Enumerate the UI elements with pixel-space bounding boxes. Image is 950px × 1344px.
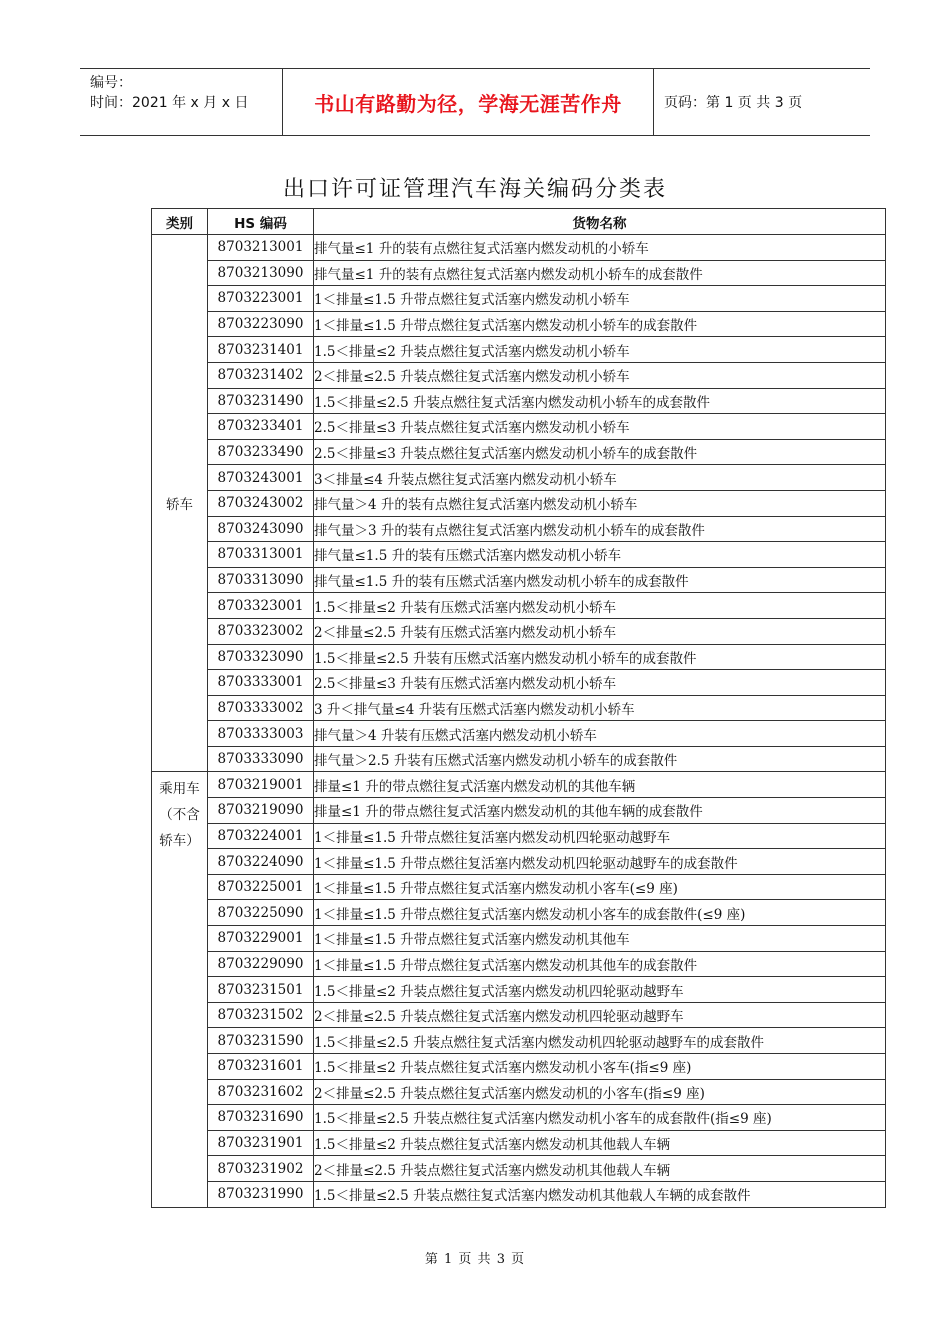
table-row bbox=[152, 823, 886, 849]
table-row bbox=[152, 260, 886, 286]
goods-name-cell: 2＜排量≤2.5 升装有压燃式活塞内燃发动机小轿车 bbox=[314, 618, 886, 644]
category-cell: 轿车 bbox=[152, 235, 208, 772]
hs-code-cell: 8703243090 bbox=[208, 516, 314, 542]
goods-name-cell: 排气量＞2.5 升装有压燃式活塞内燃发动机小轿车的成套散件 bbox=[314, 746, 886, 772]
table-row bbox=[152, 695, 886, 721]
goods-name-cell: 2＜排量≤2.5 升装点燃往复式活塞内燃发动机其他载人车辆 bbox=[314, 1156, 886, 1182]
table-header-row bbox=[152, 209, 886, 235]
table-row bbox=[152, 644, 886, 670]
goods-name-cell: 排量≤1 升的带点燃往复式活塞内燃发动机的其他车辆 bbox=[314, 772, 886, 798]
hs-code-cell: 8703223001 bbox=[208, 286, 314, 312]
page-header bbox=[80, 68, 870, 136]
doc-number-label: 编号： bbox=[90, 75, 132, 91]
hs-code-cell: 8703231401 bbox=[208, 337, 314, 363]
table-row bbox=[152, 1105, 886, 1131]
table-row bbox=[152, 772, 886, 798]
goods-name-cell: 1＜排量≤1.5 升带点燃往复活塞内燃发动机四轮驱动越野车的成套散件 bbox=[314, 849, 886, 875]
page-footer: 第 1 页 共 3 页 bbox=[424, 1252, 526, 1267]
table-row bbox=[152, 567, 886, 593]
goods-name-cell: 1.5＜排量≤2.5 升装有压燃式活塞内燃发动机小轿车的成套散件 bbox=[314, 644, 886, 670]
column-header-goods-name: 货物名称 bbox=[314, 209, 886, 235]
table-row bbox=[152, 926, 886, 952]
goods-name-cell: 1.5＜排量≤2 升装点燃往复式活塞内燃发动机四轮驱动越野车 bbox=[314, 977, 886, 1003]
table-row bbox=[152, 490, 886, 516]
goods-name-cell: 1＜排量≤1.5 升带点燃往复式活塞内燃发动机小客车的成套散件(≤9 座) bbox=[314, 900, 886, 926]
document-title: 出口许可证管理汽车海关编码分类表 bbox=[282, 177, 667, 202]
hs-code-cell: 8703229090 bbox=[208, 951, 314, 977]
table-row bbox=[152, 439, 886, 465]
goods-name-cell: 排气量＞4 升装有压燃式活塞内燃发动机小轿车 bbox=[314, 721, 886, 747]
table-row bbox=[152, 849, 886, 875]
table-row bbox=[152, 874, 886, 900]
goods-name-cell: 排量≤1 升的带点燃往复式活塞内燃发动机的其他车辆的成套散件 bbox=[314, 798, 886, 824]
goods-name-cell: 1＜排量≤1.5 升带点燃往复式活塞内燃发动机小轿车的成套散件 bbox=[314, 311, 886, 337]
table-row bbox=[152, 1130, 886, 1156]
hs-code-cell: 8703231402 bbox=[208, 362, 314, 388]
goods-name-cell: 1.5＜排量≤2.5 升装点燃往复式活塞内燃发动机小客车的成套散件(指≤9 座) bbox=[314, 1105, 886, 1131]
table-row bbox=[152, 746, 886, 772]
goods-name-cell: 1.5＜排量≤2 升装有压燃式活塞内燃发动机小轿车 bbox=[314, 593, 886, 619]
hs-code-cell: 8703231502 bbox=[208, 1002, 314, 1028]
goods-name-cell: 2＜排量≤2.5 升装点燃往复式活塞内燃发动机小轿车 bbox=[314, 362, 886, 388]
table-row bbox=[152, 1002, 886, 1028]
hs-code-cell: 8703229001 bbox=[208, 926, 314, 952]
hs-code-cell: 8703231490 bbox=[208, 388, 314, 414]
hs-code-table bbox=[151, 208, 886, 1208]
hs-code-cell: 8703225090 bbox=[208, 900, 314, 926]
table-row bbox=[152, 1181, 886, 1207]
goods-name-cell: 1＜排量≤1.5 升带点燃往复式活塞内燃发动机其他车 bbox=[314, 926, 886, 952]
hs-code-cell: 8703243001 bbox=[208, 465, 314, 491]
header-page-label: 页码：第 1 页 共 3 页 bbox=[664, 95, 803, 111]
goods-name-cell: 2.5＜排量≤3 升装有压燃式活塞内燃发动机小轿车 bbox=[314, 670, 886, 696]
table-row bbox=[152, 1079, 886, 1105]
hs-code-cell: 8703219001 bbox=[208, 772, 314, 798]
hs-code-cell: 8703231902 bbox=[208, 1156, 314, 1182]
hs-code-cell: 8703231602 bbox=[208, 1079, 314, 1105]
goods-name-cell: 1＜排量≤1.5 升带点燃往复式活塞内燃发动机小轿车 bbox=[314, 286, 886, 312]
hs-code-cell: 8703213090 bbox=[208, 260, 314, 286]
hs-code-cell: 8703333001 bbox=[208, 670, 314, 696]
table-body bbox=[152, 235, 886, 1208]
table-row bbox=[152, 900, 886, 926]
hs-code-cell: 8703333090 bbox=[208, 746, 314, 772]
table-row bbox=[152, 286, 886, 312]
hs-code-cell: 8703233401 bbox=[208, 414, 314, 440]
table-row bbox=[152, 542, 886, 568]
hs-code-cell: 8703231601 bbox=[208, 1054, 314, 1080]
table-row bbox=[152, 670, 886, 696]
goods-name-cell: 3＜排量≤4 升装点燃往复式活塞内燃发动机小轿车 bbox=[314, 465, 886, 491]
hs-code-cell: 8703333002 bbox=[208, 695, 314, 721]
hs-code-cell: 8703313001 bbox=[208, 542, 314, 568]
goods-name-cell: 1＜排量≤1.5 升带点燃往复式活塞内燃发动机小客车(≤9 座) bbox=[314, 874, 886, 900]
hs-code-cell: 8703231990 bbox=[208, 1181, 314, 1207]
goods-name-cell: 排气量≤1.5 升的装有压燃式活塞内燃发动机小轿车的成套散件 bbox=[314, 567, 886, 593]
table-row bbox=[152, 1156, 886, 1182]
hs-code-cell: 8703243002 bbox=[208, 490, 314, 516]
table-row bbox=[152, 618, 886, 644]
category-cell: 乘用车（不含轿车） bbox=[152, 772, 208, 1207]
goods-name-cell: 1.5＜排量≤2.5 升装点燃往复式活塞内燃发动机其他载人车辆的成套散件 bbox=[314, 1181, 886, 1207]
table-row bbox=[152, 798, 886, 824]
goods-name-cell: 1＜排量≤1.5 升带点燃往复式活塞内燃发动机其他车的成套散件 bbox=[314, 951, 886, 977]
hs-code-cell: 8703231501 bbox=[208, 977, 314, 1003]
hs-code-cell: 8703231901 bbox=[208, 1130, 314, 1156]
table-row bbox=[152, 388, 886, 414]
hs-code-cell: 8703233490 bbox=[208, 439, 314, 465]
goods-name-cell: 2＜排量≤2.5 升装点燃往复式活塞内燃发动机四轮驱动越野车 bbox=[314, 1002, 886, 1028]
hs-code-cell: 8703313090 bbox=[208, 567, 314, 593]
table-row bbox=[152, 235, 886, 261]
goods-name-cell: 3 升＜排气量≤4 升装有压燃式活塞内燃发动机小轿车 bbox=[314, 695, 886, 721]
table-row bbox=[152, 414, 886, 440]
hs-code-cell: 8703213001 bbox=[208, 235, 314, 261]
hs-code-cell: 8703219090 bbox=[208, 798, 314, 824]
table-row bbox=[152, 977, 886, 1003]
table-row bbox=[152, 362, 886, 388]
column-header-category: 类别 bbox=[152, 209, 208, 235]
goods-name-cell: 2＜排量≤2.5 升装点燃往复式活塞内燃发动机的小客车(指≤9 座) bbox=[314, 1079, 886, 1105]
goods-name-cell: 2.5＜排量≤3 升装点燃往复式活塞内燃发动机小轿车的成套散件 bbox=[314, 439, 886, 465]
goods-name-cell: 排气量≤1 升的装有点燃往复式活塞内燃发动机小轿车的成套散件 bbox=[314, 260, 886, 286]
goods-name-cell: 1.5＜排量≤2 升装点燃往复式活塞内燃发动机其他载人车辆 bbox=[314, 1130, 886, 1156]
table-row bbox=[152, 721, 886, 747]
hs-code-cell: 8703225001 bbox=[208, 874, 314, 900]
table-row bbox=[152, 311, 886, 337]
column-header-hs-code: HS 编码 bbox=[208, 209, 314, 235]
table-row bbox=[152, 593, 886, 619]
table-row bbox=[152, 951, 886, 977]
hs-code-cell: 8703323002 bbox=[208, 618, 314, 644]
table-row bbox=[152, 516, 886, 542]
goods-name-cell: 2.5＜排量≤3 升装点燃往复式活塞内燃发动机小轿车 bbox=[314, 414, 886, 440]
hs-code-cell: 8703224090 bbox=[208, 849, 314, 875]
hs-code-cell: 8703323001 bbox=[208, 593, 314, 619]
goods-name-cell: 排气量＞4 升的装有点燃往复式活塞内燃发动机小轿车 bbox=[314, 490, 886, 516]
hs-code-cell: 8703223090 bbox=[208, 311, 314, 337]
table-row bbox=[152, 1028, 886, 1054]
hs-code-cell: 8703231590 bbox=[208, 1028, 314, 1054]
goods-name-cell: 1.5＜排量≤2.5 升装点燃往复式活塞内燃发动机小轿车的成套散件 bbox=[314, 388, 886, 414]
goods-name-cell: 1.5＜排量≤2 升装点燃往复式活塞内燃发动机小客车(指≤9 座) bbox=[314, 1054, 886, 1080]
header-meta bbox=[80, 69, 283, 135]
hs-code-cell: 8703231690 bbox=[208, 1105, 314, 1131]
doc-date-label: 时间：2021 年 x 月 x 日 bbox=[90, 95, 249, 111]
goods-name-cell: 1.5＜排量≤2 升装点燃往复式活塞内燃发动机小轿车 bbox=[314, 337, 886, 363]
hs-code-cell: 8703224001 bbox=[208, 823, 314, 849]
hs-code-cell: 8703333003 bbox=[208, 721, 314, 747]
hs-code-cell: 8703323090 bbox=[208, 644, 314, 670]
table-row bbox=[152, 337, 886, 363]
goods-name-cell: 排气量≤1 升的装有点燃往复式活塞内燃发动机的小轿车 bbox=[314, 235, 886, 261]
goods-name-cell: 1＜排量≤1.5 升带点燃往复活塞内燃发动机四轮驱动越野车 bbox=[314, 823, 886, 849]
table-row bbox=[152, 1054, 886, 1080]
table-row bbox=[152, 465, 886, 491]
header-slogan: 书山有路勤为径，学海无涯苦作舟 bbox=[283, 69, 654, 135]
goods-name-cell: 排气量≤1.5 升的装有压燃式活塞内燃发动机小轿车 bbox=[314, 542, 886, 568]
goods-name-cell: 1.5＜排量≤2.5 升装点燃往复式活塞内燃发动机四轮驱动越野车的成套散件 bbox=[314, 1028, 886, 1054]
goods-name-cell: 排气量＞3 升的装有点燃往复式活塞内燃发动机小轿车的成套散件 bbox=[314, 516, 886, 542]
